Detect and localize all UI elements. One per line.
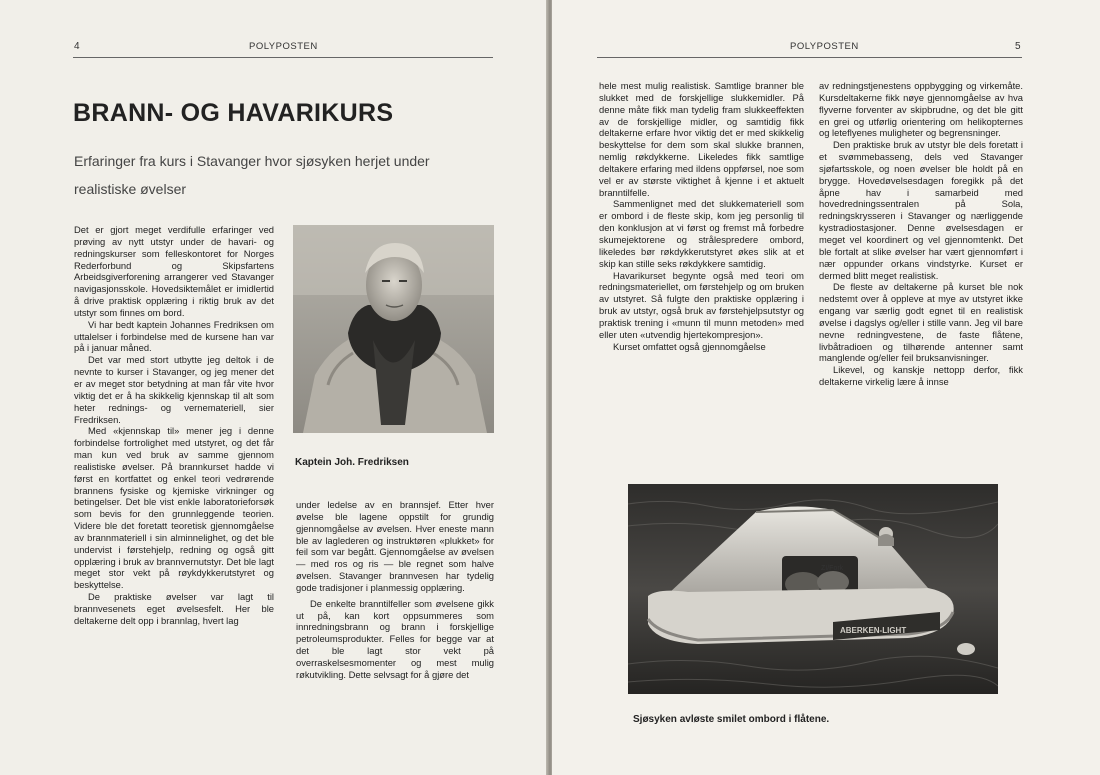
page-number: 4 (74, 41, 80, 52)
paragraph: De enkelte branntilfeller som øvelsene gikk ut på, kan kort oppsummeres som innredningsbrann og brann i forskjellige petroleumsprodukter. Felles for begge var at det ble lagt stor vekt på overraskelsesmomenter og mest mulig røkutvikling. Dette selvsagt for å gjøre det (296, 597, 494, 680)
raft-band-text: ABERKEN-LIGHT (840, 626, 907, 635)
header-rule (73, 57, 493, 58)
right-page (552, 0, 1100, 775)
article-title: BRANN- OG HAVARIKURS (73, 99, 394, 127)
photo-caption: Kaptein Joh. Fredriksen (295, 457, 409, 468)
left-column-1 (74, 224, 274, 627)
running-header: POLYPOSTEN (790, 41, 859, 52)
paragraph: De fleste av deltakerne på kurset ble nok nedstemt over å oppleve at mye av utstyret ikke engang var særlig godt egnet til en realistisk øvelse i dagslys og/eller i stille vann. Jeg vil bare nevne redningvestene, de faste flåtene, livbåtradioen og tilhørende antenner samt manglende og/eller feil bruksanvisninger. (819, 281, 1023, 364)
paragraph: Med «kjennskap til» mener jeg i denne forbindelse fortrolighet med utstyret, og det får man kun ved bruk av samme gjennom realistiske øvelser. På brannkurset hadde vi først en kortfattet og enkel teori vedrørende brannens fysiske og kjemiske virkninger og betingelser. Det ble vist enkle laboratorieforsøk som bevis for den grunnleggende teorien. Videre ble det foretatt teoretisk gjennomgåelse av brannmateriell i sin alminnelighet, og det ble undervist i førstehjelp, redning og også gitt opplæring i bruk av brannvernutstyr. Det ble lagt meget stor vekt på røykdykkerutstyret og beskyttelse. (74, 425, 274, 591)
left-page (0, 0, 548, 775)
raft-label: ZI/Fork (821, 565, 844, 572)
paragraph: hele mest mulig realistisk. Samtlige branner ble slukket med de forskjellige slukkemidler. På denne måte fikk man tydelig fram slukkeeffekten av de forskjellige midler, og samtidig fikk deltakerne erfare hvor viktig det er med skikkelig beskyttelse for dem som skal slukke brannen, nemlig røkdykkerne. Likeledes fikk samtlige deltakere erfaring med ildens oppførsel, noe som vel er av største viktighet å kjenne i et aktuelt branntilfelle. (599, 80, 804, 198)
paragraph: Den praktiske bruk av utstyr ble dels foretatt i et svømmebasseng, dels ved Stavanger sjøfartsskole, og noen øvelser ble holdt på en brygge. Hovedøvelsesdagen foregikk på det åpne hav i samarbeid med hovedredningssentralen på Sola, redningskrysseren i Stavanger og nærliggende kystradiostasjoner. Denne øvelsesdagen er meget vel koordinert og vel gjennomtenkt. Det ble fortalt at slike øvelser har vært gjennomført i nær oppunder orkans vindstyrke. Kurset er dermed blitt meget realistisk. (819, 139, 1023, 281)
liferaft-photo (628, 484, 998, 694)
paragraph: Havarikurset begynte også med teori om redningsmateriellet, om førstehjelp og om bruken av utstyret. Så fulgte den praktiske opplæring i bruk av utstyr, også bruk av førstehjelpsutstyr og praktisk trening i «munn til munn metoden» med eller uten «utvendig hjertekompresjon». (599, 269, 804, 340)
paragraph: Sammenlignet med det slukkemateriell som er ombord i de fleste skip, kom jeg personlig til den konklusjon at vi først og fremst må forbedre skumejektorene og strålespredere ombord, likeledes bør røkdykkerutstyret økes slik at et skip kan stille seks røkdykkere samtidig. (599, 198, 804, 269)
paragraph: Vi har bedt kaptein Johannes Fredriksen om uttalelser i forbindelse med de kursene han var på i januar måned. (74, 318, 274, 354)
left-column-2 (296, 499, 494, 681)
page-number: 5 (1015, 41, 1021, 52)
paragraph: av redningstjenestens oppbygging og virkemåte. Kursdeltakerne fikk nøye gjennomgåelse av hva flyverne forventer av skipbrudne, og det ble gitt en grei og utførlig orientering om helikopternes og leteflyenes muligheter og begrensninger. (819, 80, 1023, 139)
paragraph: under ledelse av en brannsjef. Etter hver øvelse ble lagene oppstilt for grundig gjennomgåelse av øvelsen. Hver eneste mann ble av laglederen og instruktøren «plukket» for feil som var begått. Gjennomgåelse av øvelsen — med ros og ris — ble regnet som halve øvelsen. Stavanger brannvesen har tydelig gode tradisjoner i planmessig opplæring. (296, 499, 494, 593)
paragraph: Likevel, og kanskje nettopp derfor, fikk deltakerne virkelig lære å innse (819, 364, 1023, 388)
header-rule (597, 57, 1022, 58)
paragraph: Kurset omfattet også gjennomgåelse (613, 340, 766, 352)
right-column-1 (599, 80, 804, 352)
running-header: POLYPOSTEN (249, 41, 318, 52)
portrait-photo (293, 225, 494, 433)
paragraph: Det er gjort meget verdifulle erfaringer ved prøving av nytt utstyr under de havari- og redningskurser som felleskontoret for Norges Rederforbund og Skipsfartens Arbeidsgiverforening arrangerer ved Stavanger navigasjonsskole. Hovedsiktemålet er imidlertid å drive praktisk opplæring i riktig bruk av det utstyr som finnes om bord. (74, 224, 274, 318)
paragraph: Det var med stort utbytte jeg deltok i de nevnte to kurser i Stavanger, og jeg mener det er av meget stor betydning at man får vite hvor viktig det er å ha skikkelig kjennskap til alt som heter rednings- og vernemateriell, sier Fredriksen. (74, 354, 274, 425)
right-column-2 (819, 80, 1023, 388)
photo-caption: Sjøsyken avløste smilet ombord i flåtene. (633, 714, 830, 725)
article-subtitle: Erfaringer fra kurs i Stavanger hvor sjøsyken herjet under realistiske øvelser (74, 153, 430, 197)
paragraph: De praktiske øvelser var lagt til brannvesenets eget øvelsesfelt. Her ble deltakerne delt opp i brannlag, hvert lag (74, 591, 274, 626)
